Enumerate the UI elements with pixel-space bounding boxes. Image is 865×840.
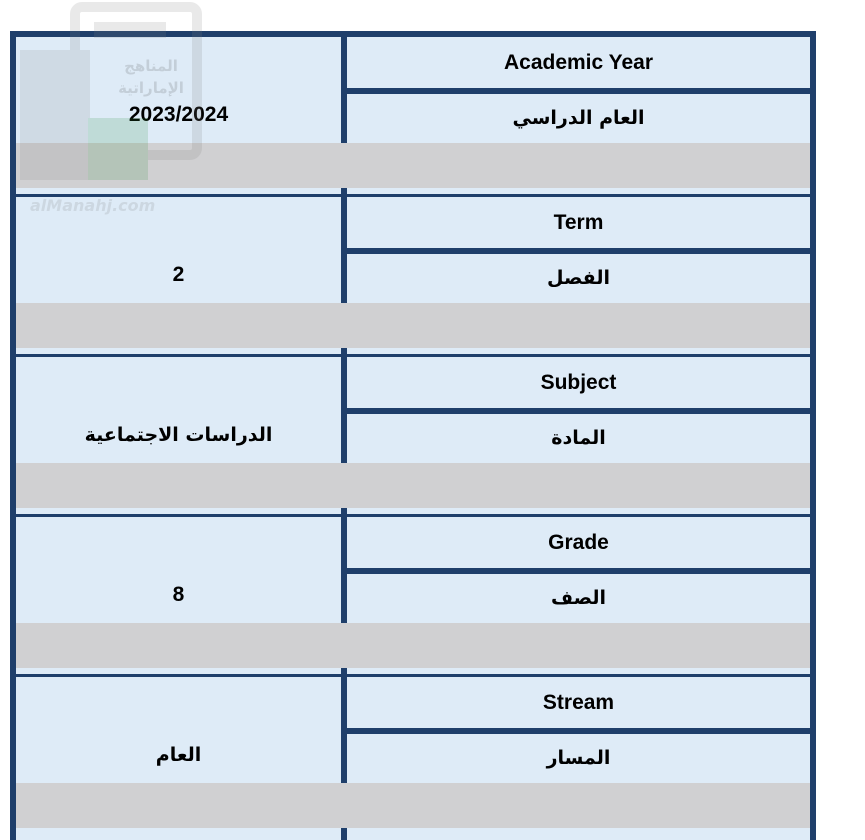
stream-label-en: Stream: [347, 677, 810, 728]
term-label-en: Term: [347, 197, 810, 248]
subject-value: الدراسات الاجتماعية: [16, 357, 341, 514]
row-separator: [16, 303, 810, 348]
grade-label-en: Grade: [347, 517, 810, 568]
row-separator: [16, 143, 810, 188]
info-table: [10, 31, 816, 840]
table-row-partial: [16, 834, 810, 840]
subject-label-ar: المادة: [347, 414, 810, 514]
partial-label-cell: [347, 834, 810, 840]
grade-value: 8: [16, 517, 341, 674]
row-separator: [16, 783, 810, 828]
row-separator: [16, 623, 810, 668]
grade-label-ar: الصف: [347, 574, 810, 674]
term-value: 2: [16, 197, 341, 354]
academic-year-value: 2023/2024: [16, 37, 341, 194]
subject-label-en: Subject: [347, 357, 810, 408]
academic-year-label-ar: العام الدراسي: [347, 94, 810, 194]
stream-label-ar: المسار: [347, 734, 810, 834]
row-separator: [16, 463, 810, 508]
partial-value-cell: [16, 834, 341, 840]
academic-year-label-en: Academic Year: [347, 37, 810, 88]
stream-value: العام: [16, 677, 341, 834]
term-label-ar: الفصل: [347, 254, 810, 354]
